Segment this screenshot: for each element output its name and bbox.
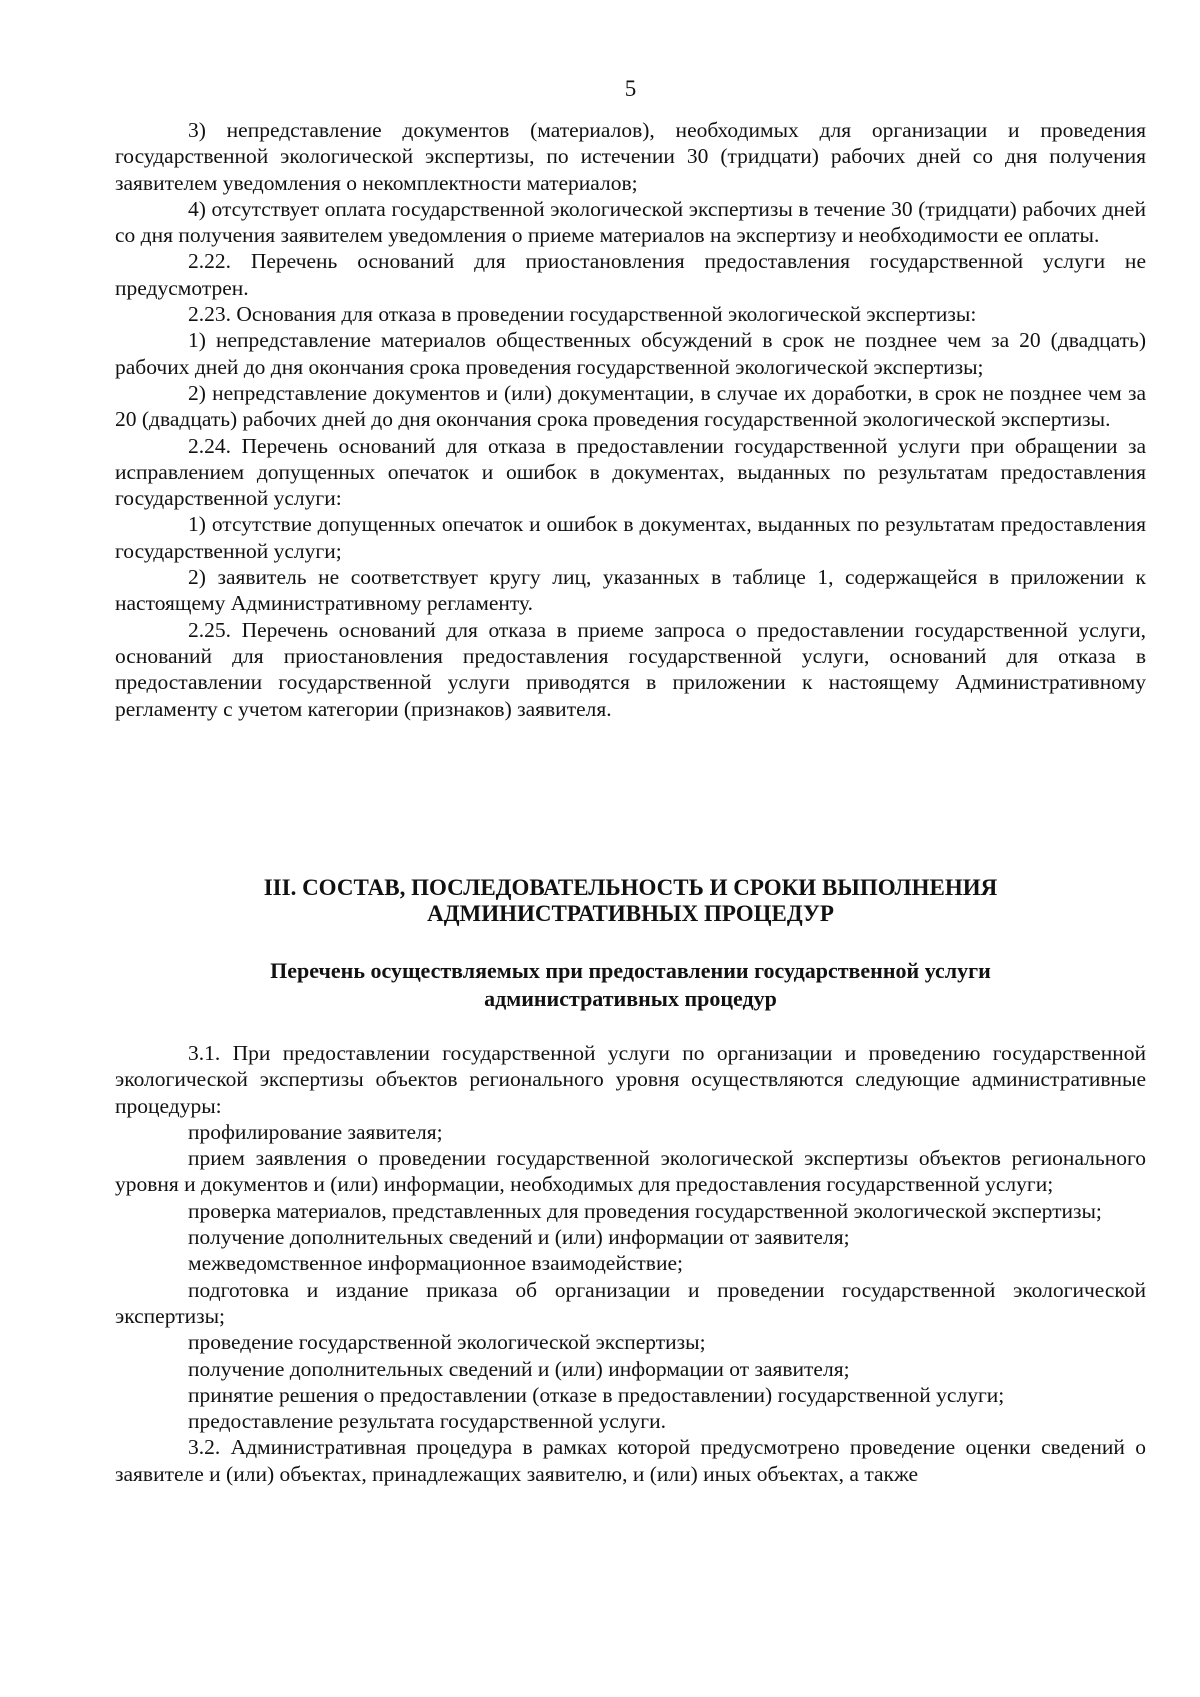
paragraph-item-3: 3) непредставление документов (материалов), необходимых для организации и проведения государственной экологической экспертизы, по истечении 30 (тридцати) рабочих дней со дня получения заявителем уведомления о некомплектности материалов;	[115, 118, 1146, 195]
procedure-item: профилирование заявителя;	[188, 1119, 443, 1144]
section-heading-block	[115, 875, 1146, 927]
subsection-heading: Перечень осуществляемых при предоставлении государственной услуги административных процедур	[270, 958, 991, 1011]
paragraph-2-24-item-2: 2) заявитель не соответствует кругу лиц, указанных в таблице 1, содержащейся в приложении к настоящему Административному регламенту.	[115, 565, 1146, 616]
section-heading: III. СОСТАВ, ПОСЛЕДОВАТЕЛЬНОСТЬ И СРОКИ ВЫПОЛНЕНИЯ АДМИНИСТРАТИВНЫХ ПРОЦЕДУР	[263, 875, 998, 926]
subsection-heading-block	[115, 957, 1146, 1013]
paragraph-2-22: 2.22. Перечень оснований для приостановления предоставления государственной услуги не предусмотрен.	[115, 249, 1146, 300]
procedure-item: проверка материалов, представленных для проведения государственной экологической экспертизы;	[188, 1198, 1102, 1223]
paragraph-2-25: 2.25. Перечень оснований для отказа в приеме запроса о предоставлении государственной услуги, оснований для приостановления предоставления государственной услуги, оснований для отказа в предоставлении государственной услуги приводятся в приложении к настоящему Административному регламенту с учетом категории (признаков) заявителя.	[115, 617, 1146, 721]
paragraph-3-2: 3.2. Административная процедура в рамках которой предусмотрено проведение оценки сведений о заявителе и (или) объектах, принадлежащих заявителю, и (или) иных объектах, а также	[115, 1435, 1146, 1486]
procedure-item: проведение государственной экологической экспертизы;	[188, 1330, 706, 1355]
paragraph-3-1: 3.1. При предоставлении государственной услуги по организации и проведению государственной экологической экспертизы объектов регионального уровня осуществляются следующие административные процедуры:	[115, 1041, 1146, 1118]
paragraph-item-4: 4) отсутствует оплата государственной экологической экспертизы в течение 30 (тридцати) рабочих дней со дня получения заявителем уведомления о приеме материалов на экспертизу и необходимости ее оплаты.	[115, 196, 1146, 248]
paragraph-2-23: 2.23. Основания для отказа в проведении государственной экологической экспертизы:	[188, 302, 977, 327]
paragraph-2-23-item-1: 1) непредставление материалов общественных обсуждений в срок не позднее чем за 20 (двадцать) рабочих дней до дня окончания срока проведения государственной экологической экспертизы;	[115, 328, 1146, 379]
procedure-item: межведомственное информационное взаимодействие;	[188, 1251, 683, 1276]
procedure-item: предоставление результата государственной услуги.	[188, 1409, 666, 1434]
text-block-top	[115, 117, 1146, 722]
procedure-item: подготовка и издание приказа об организации и проведении государственной экологической экспертизы;	[115, 1277, 1146, 1328]
page-number: 5	[624, 76, 637, 101]
procedure-item: принятие решения о предоставлении (отказе в предоставлении) государственной услуги;	[188, 1382, 1005, 1407]
paragraph-2-24-item-1: 1) отсутствие допущенных опечаток и ошибок в документах, выданных по результатам предоставления государственной услуги;	[115, 512, 1146, 563]
procedure-item: прием заявления о проведении государственной экологической экспертизы объектов регионального уровня и документов и (или) информации, необходимых для предоставления государственной услуги;	[115, 1146, 1146, 1197]
procedure-item: получение дополнительных сведений и (или) информации от заявителя;	[188, 1356, 850, 1381]
text-block-bottom	[115, 1040, 1146, 1487]
procedure-item: получение дополнительных сведений и (или) информации от заявителя;	[188, 1225, 850, 1250]
paragraph-2-23-item-2: 2) непредставление документов и (или) документации, в случае их доработки, в срок не позднее чем за 20 (двадцать) рабочих дней до дня окончания срока проведения государственной экологической экспертизы.	[115, 380, 1146, 432]
paragraph-2-24: 2.24. Перечень оснований для отказа в предоставлении государственной услуги при обращении за исправлением допущенных опечаток и ошибок в документах, выданных по результатам предоставления государственной услуги:	[115, 433, 1146, 511]
